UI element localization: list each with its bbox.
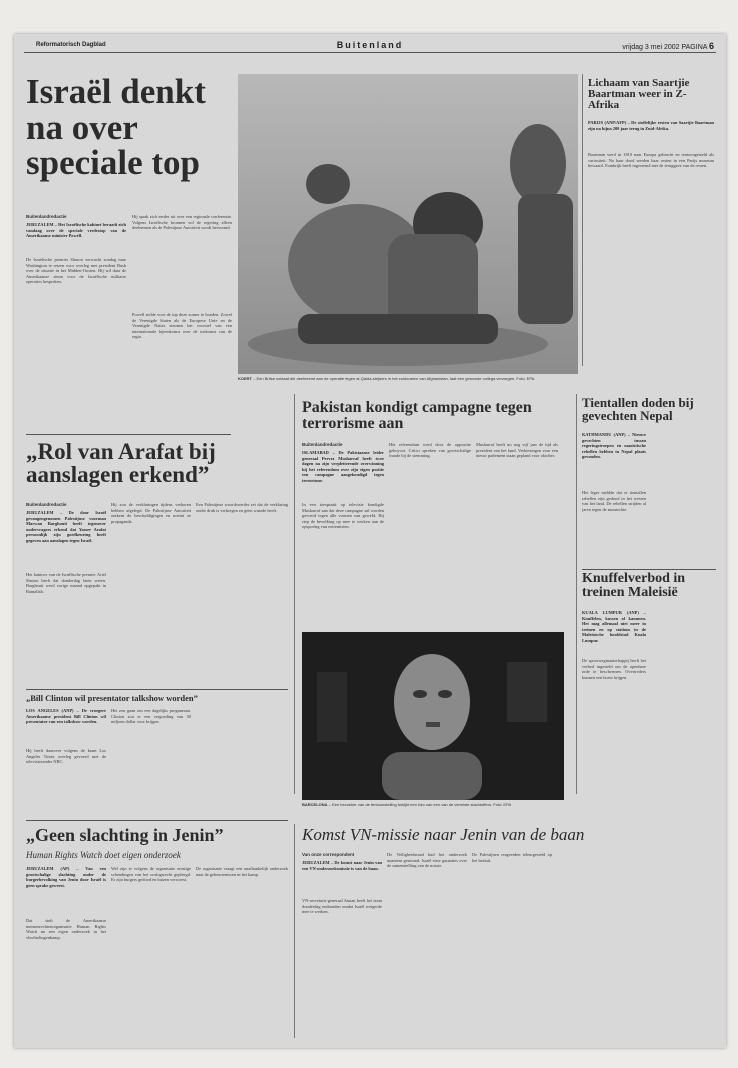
article-title-maleisie: Knuffelverbod in treinen Maleisië	[582, 571, 686, 601]
date-page: vrijdag 3 mei 2002 PAGINA 6	[622, 41, 714, 51]
column-divider	[576, 394, 577, 794]
article-title-arafat: „Rol van Arafat bij aanslagen erkend”	[26, 439, 216, 488]
byline: Buitenlandredactie	[26, 502, 67, 507]
article-body: Het zou gaan om een dagelijks programma. Clinton zou er een vergoeding van 50 miljoen dollar voor krijgen.	[111, 708, 191, 725]
article-title-nepal: Tientallen doden bij gevechten Nepal	[582, 395, 694, 424]
paper-name: Reformatorisch Dagblad	[36, 42, 106, 48]
article-title-israel: Israël denkt na over speciale top	[26, 72, 206, 183]
article-title-jenin: „Geen slachting in Jenin”	[26, 825, 224, 845]
photo-caption: KOERT – Een Britse soldaat die deelneemt aan de operatie tegen al-Qaida-strijders in het zuidoosten van Afghanistan, laat een gewonde collega verzorgen. Foto: EPA	[238, 376, 535, 381]
byline: Van onze correspondent	[302, 852, 355, 857]
article-lead: JERUZALEM – De komst naar Jenin van een VN-onderzoeksmissie is van de baan.	[302, 860, 382, 871]
byline: Buitenlandredactie	[302, 442, 343, 447]
column-divider	[582, 74, 583, 366]
article-body: Het leger meldde dat er tientallen rebellen zijn gedood in het westen van het land. De rebellen strijden al jaren tegen de monarchie.	[582, 490, 646, 512]
article-body	[557, 852, 637, 1038]
section-rule	[26, 820, 288, 821]
article-body: De Palestijnen reageerden teleurgesteld op het besluit.	[472, 852, 552, 863]
article-body: Powell stelde voor de top deze zomer te houden. Zowel de Verenigde Staten als de Europese Unie en de Verenigde Naties steunen het voorstel van een internationale bijeenkomst over de toekomst van de regio.	[132, 312, 232, 340]
article-body: Musharraf heeft nu nog vijf jaar de tijd als president van het land. Verkiezingen voor een nieuw parlement staan gepland voor oktober.	[476, 442, 558, 459]
article-body	[651, 610, 715, 794]
section-rule	[26, 434, 231, 435]
article-title-vn: Komst VN-missie naar Jenin van de baan	[302, 825, 585, 844]
photo-caption: BARCELONA – Een bezoeker van de tentoonstelling bekijkt een foto van een van de vermiste slachtoffers. Foto: EPA	[302, 802, 512, 807]
article-lead: JERUZALEM (AP) – Van een grootschalige slachting onder de burgerbevolking van Jenin door Israël is geen sprake geweest.	[26, 866, 106, 888]
newspaper-page	[14, 34, 726, 1048]
section-rule	[26, 689, 288, 690]
article-body: Wel zijn er volgens de organisatie ernstige schendingen van het oorlogsrecht gepleegd. Er zijn burgers gedood en huizen verwoest.	[111, 866, 191, 883]
article-lead: LOS ANGELES (ANP) – De vroegere Amerikaanse president Bill Clinton wil presentator van een talkshow worden.	[26, 708, 106, 725]
photo-portrait	[302, 632, 564, 800]
article-body: Hij sprak zich eerder uit over een regionale conferentie. Volgens Israëlische bronnen wil de regering alleen deelnemen als de Palestijnse Autoriteit wordt hervormd.	[132, 214, 232, 231]
article-lead: PARIJS (ANP/AFP) – De stoffelijke resten van Saartjie Baartman zijn na bijna 200 jaar terug in Zuid-Afrika.	[588, 120, 714, 131]
article-lead: KATHMANDU (ANP) – Nieuwe gevechten tussen regeringstroepen en maoïstische rebellen hebben in Nepal plaats gevonden.	[582, 432, 646, 460]
article-body	[642, 852, 718, 1038]
column-divider	[294, 394, 295, 794]
article-lead: ISLAMABAD – De Pakistaanse leider generaal Pervez Musharraf heeft twee dagen na zijn verpletterende overwinning bij het referendum over zijn eigen positie een campagne aangekondigd tegen terrorisme.	[302, 450, 384, 483]
article-body: Het kantoor van de Israëlische premier Ariel Sharon heeft dat donderdag laten weten. Barghouti werd vorige maand opgepakt in Ramallah.	[26, 572, 106, 594]
article-body: Baartman werd in 1810 naar Europa gebracht en tentoongesteld als curiositeit. Na haar dood werden haar resten in een Parijs museum bewaard. Frankrijk heeft ingestemd met de teruggave van de resten.	[588, 152, 714, 169]
page-header	[24, 40, 716, 53]
photo-soldiers	[238, 74, 578, 374]
article-title-baartman: Lichaam van Saartjie Baartman weer in Z-Afrika	[588, 77, 690, 112]
section-rule	[582, 569, 716, 570]
article-body: VN-secretaris-generaal Annan heeft het team donderdag ontbonden omdat Israël weigerde mee te werken.	[302, 898, 382, 915]
article-body: De organisatie vraagt een onafhankelijk onderzoek naar de gebeurtenissen in het kamp.	[196, 866, 288, 877]
byline: Buitenlandredactie	[26, 214, 67, 219]
article-body: De Veiligheidsraad had het onderzoek unaniem gesteund. Israël eiste garanties over de samenstelling van de missie.	[387, 852, 467, 869]
article-title-clinton: „Bill Clinton wil presentator talkshow worden”	[26, 693, 198, 703]
article-body: Hij zou de verklaringen tijdens verhoren hebben afgelegd. De Palestijnse Autoriteit ontkent de beschuldigingen en noemt ze propaganda.	[111, 502, 191, 524]
article-lead: KUALA LUMPUR (ANP) – Knuffelen, kussen of kammen. Het mag allemaal niet meer in treinen en op stations in de Maleisische hoofdstad Kuala Lumpur.	[582, 610, 646, 643]
column-divider	[294, 824, 295, 1038]
article-title-pakistan: Pakistan kondigt campagne tegen terrorisme aan	[302, 399, 532, 433]
section-name: Buitenland	[336, 40, 404, 50]
article-body: Het referendum werd door de oppositie geboycot. Critici spreken van grootschalige fraude bij de stemming.	[389, 442, 471, 459]
article-body: De Israëlische premier Sharon verwacht zondag naar Washington te reizen voor overleg met president Bush over de situatie in het Midden-Oosten. Hij wil daar de Amerikaanse steun voor de Israëlische militaire operaties bespreken.	[26, 257, 126, 285]
article-subtitle: Human Rights Watch doet eigen onderzoek	[26, 850, 181, 860]
article-body: Een Palestijnse woordvoerder zei dat de verklaring onder druk is verkregen en geen waarde heeft.	[196, 502, 288, 513]
article-body: In een toespraak op televisie kondigde Musharraf aan dat deze campagne zal worden gevoerd tegen alle vormen van geweld. Hij riep de bevolking op mee te werken aan de opsporing van extremisten.	[302, 502, 384, 530]
article-lead: JERUZALEM – De door Israël gevangengenomen Palestijnse voorman Marwan Barghouti heeft tegenover ondervragers erkend dat Yasser Arafat persoonlijk zijn goedkeuring heeft gegeven aan aanslagen tegen Israël.	[26, 510, 106, 543]
article-lead: JERUZALEM – Het Israëlische kabinet beraadt zich vandaag over de speciale vredestop van de Amerikaanse minister Powell.	[26, 222, 126, 239]
article-body: De spoorwegmaatschappij heeft het verbod ingesteld om de openbare orde te beschermen. Overtreders kunnen een boete krijgen.	[582, 658, 646, 680]
article-body: Hij heeft daarover volgens de krant Los Angeles Times overleg gevoerd met de televisiezender NBC.	[26, 748, 106, 765]
article-body: Dat stelt de Amerikaanse mensenrechtenorganisatie Human Rights Watch na een eigen onderzoek in het vluchtelingenkamp.	[26, 918, 106, 940]
